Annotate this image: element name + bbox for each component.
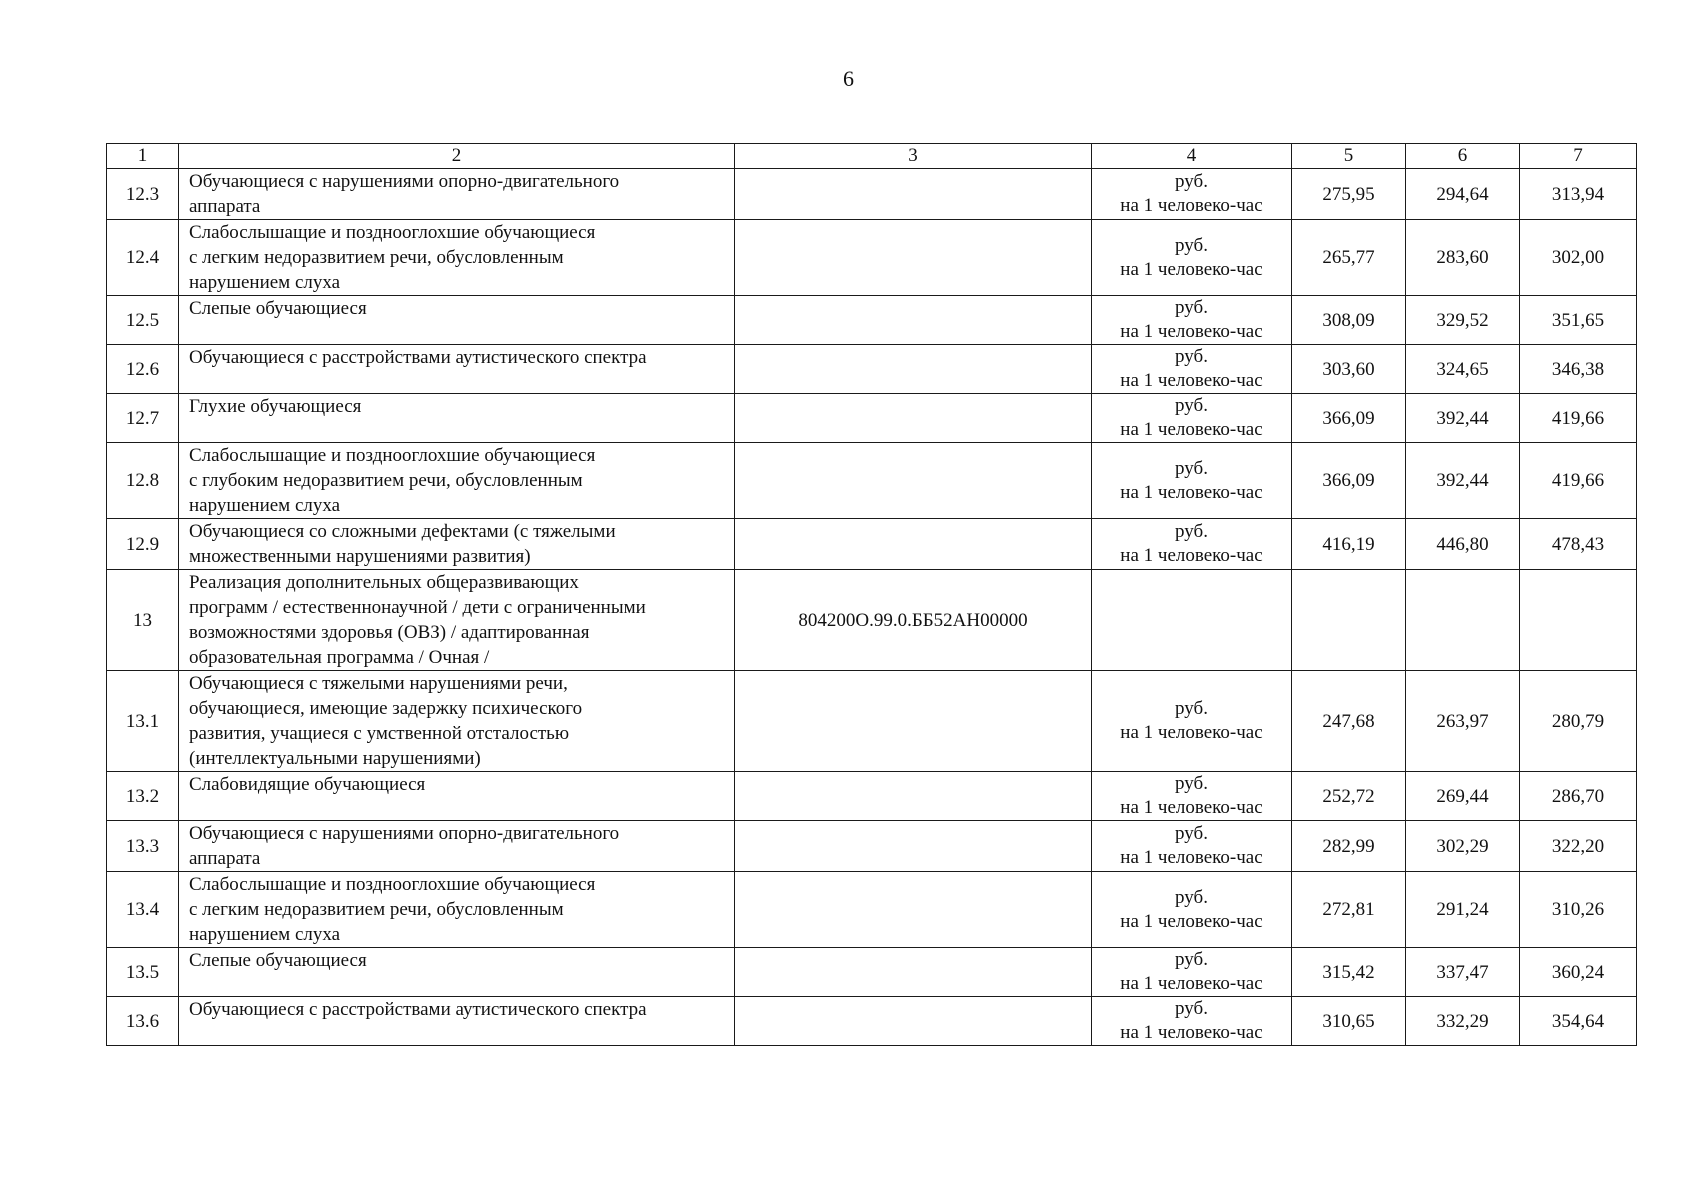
unit-line: на 1 человеко-час bbox=[1120, 722, 1263, 743]
row-unit bbox=[1092, 948, 1292, 997]
row-value-v5: 315,42 bbox=[1292, 948, 1406, 997]
row-description bbox=[179, 772, 735, 821]
table-row bbox=[107, 948, 1637, 997]
unit-line: на 1 человеко-час bbox=[1120, 847, 1263, 868]
description-line: (интеллектуальными нарушениями) bbox=[189, 748, 481, 769]
unit-line: на 1 человеко-час bbox=[1120, 419, 1263, 440]
row-description bbox=[179, 296, 735, 345]
description-line: Обучающиеся с расстройствами аутистического спектра bbox=[189, 999, 647, 1020]
unit-line: руб. bbox=[1175, 998, 1208, 1019]
row-value-v5: 366,09 bbox=[1292, 394, 1406, 443]
description-line: с легким недоразвитием речи, обусловленным bbox=[189, 899, 564, 920]
description-line: Слабовидящие обучающиеся bbox=[189, 774, 426, 795]
header-cell: 2 bbox=[179, 144, 735, 169]
description-line: нарушением слуха bbox=[189, 272, 341, 293]
unit-line: руб. bbox=[1175, 297, 1208, 318]
row-code bbox=[735, 772, 1092, 821]
description-line: Слабослышащие и позднооглохшие обучающиеся bbox=[189, 874, 596, 895]
row-value-v7: 346,38 bbox=[1520, 345, 1637, 394]
row-value-v7: 354,64 bbox=[1520, 997, 1637, 1046]
row-description bbox=[179, 671, 735, 772]
description-line: развития, учащиеся с умственной отсталостью bbox=[189, 723, 570, 744]
row-description bbox=[179, 872, 735, 948]
description-line: с легким недоразвитием речи, обусловленным bbox=[189, 247, 564, 268]
row-code bbox=[735, 821, 1092, 872]
description-line: аппарата bbox=[189, 848, 261, 869]
row-value-v6: 392,44 bbox=[1406, 394, 1520, 443]
row-value-v5: 416,19 bbox=[1292, 519, 1406, 570]
row-unit bbox=[1092, 570, 1292, 671]
row-number: 13.3 bbox=[107, 821, 179, 872]
row-number: 12.3 bbox=[107, 169, 179, 220]
unit-line: руб. bbox=[1175, 234, 1208, 256]
description-line: возможностями здоровья (ОВЗ) / адаптированная bbox=[189, 622, 590, 643]
description-line: обучающиеся, имеющие задержку психического bbox=[189, 698, 583, 719]
row-description bbox=[179, 443, 735, 519]
row-value-v7: 286,70 bbox=[1520, 772, 1637, 821]
table-row bbox=[107, 345, 1637, 394]
table-row bbox=[107, 671, 1637, 772]
row-unit bbox=[1092, 772, 1292, 821]
row-number: 12.8 bbox=[107, 443, 179, 519]
row-number: 12.5 bbox=[107, 296, 179, 345]
description-line: нарушением слуха bbox=[189, 495, 341, 516]
table-row bbox=[107, 296, 1637, 345]
row-number: 13.6 bbox=[107, 997, 179, 1046]
unit-line: на 1 человеко-час bbox=[1120, 481, 1263, 503]
header-cell: 7 bbox=[1520, 144, 1637, 169]
header-cell: 4 bbox=[1092, 144, 1292, 169]
page-number: 6 bbox=[843, 66, 854, 91]
row-value-v5: 303,60 bbox=[1292, 345, 1406, 394]
row-value-v7: 351,65 bbox=[1520, 296, 1637, 345]
row-value-v7: 280,79 bbox=[1520, 671, 1637, 772]
row-value-v5: 272,81 bbox=[1292, 872, 1406, 948]
description-line: Реализация дополнительных общеразвивающих bbox=[189, 572, 579, 593]
row-description bbox=[179, 570, 735, 671]
table-row bbox=[107, 519, 1637, 570]
row-code bbox=[735, 519, 1092, 570]
row-description bbox=[179, 821, 735, 872]
row-value-v7: 322,20 bbox=[1520, 821, 1637, 872]
row-value-v5: 308,09 bbox=[1292, 296, 1406, 345]
unit-line: руб. bbox=[1175, 823, 1208, 844]
row-value-v6: 446,80 bbox=[1406, 519, 1520, 570]
row-value-v5: 275,95 bbox=[1292, 169, 1406, 220]
unit-line: на 1 человеко-час bbox=[1120, 321, 1263, 342]
row-unit bbox=[1092, 220, 1292, 296]
row-code: 804200О.99.0.ББ52АН00000 bbox=[735, 570, 1092, 671]
row-value-v5: 265,77 bbox=[1292, 220, 1406, 296]
row-unit bbox=[1092, 872, 1292, 948]
unit-line: на 1 человеко-час bbox=[1120, 195, 1263, 216]
row-value-v7: 478,43 bbox=[1520, 519, 1637, 570]
row-value-v7: 302,00 bbox=[1520, 220, 1637, 296]
unit-line: руб. bbox=[1175, 171, 1208, 192]
row-value-v6: 329,52 bbox=[1406, 296, 1520, 345]
row-unit bbox=[1092, 821, 1292, 872]
tariff-table bbox=[106, 143, 1637, 1046]
unit-line: на 1 человеко-час bbox=[1120, 973, 1263, 994]
row-value-v6 bbox=[1406, 570, 1520, 671]
row-value-v5: 247,68 bbox=[1292, 671, 1406, 772]
header-cell: 6 bbox=[1406, 144, 1520, 169]
row-value-v5: 310,65 bbox=[1292, 997, 1406, 1046]
row-description bbox=[179, 948, 735, 997]
row-unit bbox=[1092, 345, 1292, 394]
row-unit bbox=[1092, 169, 1292, 220]
row-number: 13 bbox=[107, 570, 179, 671]
table-row bbox=[107, 220, 1637, 296]
row-value-v7: 419,66 bbox=[1520, 394, 1637, 443]
description-line: Обучающиеся с расстройствами аутистического спектра bbox=[189, 347, 647, 368]
description-line: программ / естественнонаучной / дети с ограниченными bbox=[189, 597, 646, 618]
row-number: 13.2 bbox=[107, 772, 179, 821]
row-code bbox=[735, 997, 1092, 1046]
row-value-v7: 360,24 bbox=[1520, 948, 1637, 997]
row-value-v7 bbox=[1520, 570, 1637, 671]
row-unit bbox=[1092, 443, 1292, 519]
row-value-v5: 282,99 bbox=[1292, 821, 1406, 872]
description-line: Слепые обучающиеся bbox=[189, 298, 367, 319]
unit-line: на 1 человеко-час bbox=[1120, 797, 1263, 818]
table-header-row bbox=[107, 144, 1637, 169]
description-line: множественными нарушениями развития) bbox=[189, 546, 531, 567]
row-code bbox=[735, 345, 1092, 394]
row-value-v6: 324,65 bbox=[1406, 345, 1520, 394]
row-value-v5: 252,72 bbox=[1292, 772, 1406, 821]
row-code bbox=[735, 872, 1092, 948]
row-unit bbox=[1092, 671, 1292, 772]
row-number: 12.7 bbox=[107, 394, 179, 443]
table-row bbox=[107, 570, 1637, 671]
row-value-v6: 337,47 bbox=[1406, 948, 1520, 997]
row-code bbox=[735, 296, 1092, 345]
unit-line: на 1 человеко-час bbox=[1120, 910, 1263, 932]
row-description bbox=[179, 220, 735, 296]
description-line: Обучающиеся с нарушениями опорно-двигательного bbox=[189, 171, 620, 192]
row-description bbox=[179, 519, 735, 570]
unit-line: руб. bbox=[1175, 395, 1208, 416]
row-value-v7: 310,26 bbox=[1520, 872, 1637, 948]
unit-line: руб. bbox=[1175, 949, 1208, 970]
row-code bbox=[735, 443, 1092, 519]
description-line: аппарата bbox=[189, 196, 261, 217]
table-row bbox=[107, 821, 1637, 872]
header-cell: 1 bbox=[107, 144, 179, 169]
row-value-v6: 291,24 bbox=[1406, 872, 1520, 948]
row-value-v5: 366,09 bbox=[1292, 443, 1406, 519]
row-number: 12.9 bbox=[107, 519, 179, 570]
row-description bbox=[179, 169, 735, 220]
row-unit bbox=[1092, 394, 1292, 443]
row-number: 13.5 bbox=[107, 948, 179, 997]
row-unit bbox=[1092, 997, 1292, 1046]
description-line: Обучающиеся с тяжелыми нарушениями речи, bbox=[189, 673, 568, 694]
unit-line: руб. bbox=[1175, 886, 1208, 908]
row-value-v6: 294,64 bbox=[1406, 169, 1520, 220]
row-code bbox=[735, 394, 1092, 443]
row-unit bbox=[1092, 296, 1292, 345]
unit-line: руб. bbox=[1175, 521, 1208, 542]
unit-line: на 1 человеко-час bbox=[1120, 370, 1263, 391]
description-line: образовательная программа / Очная / bbox=[189, 647, 490, 668]
row-number: 13.4 bbox=[107, 872, 179, 948]
unit-line: на 1 человеко-час bbox=[1120, 258, 1263, 280]
row-description bbox=[179, 997, 735, 1046]
unit-line: на 1 человеко-час bbox=[1120, 1022, 1263, 1043]
table-row bbox=[107, 772, 1637, 821]
description-line: нарушением слуха bbox=[189, 924, 341, 945]
row-code bbox=[735, 671, 1092, 772]
unit-line: руб. bbox=[1175, 773, 1208, 794]
description-line: с глубоким недоразвитием речи, обусловленным bbox=[189, 470, 583, 491]
header-cell: 3 bbox=[735, 144, 1092, 169]
row-value-v6: 332,29 bbox=[1406, 997, 1520, 1046]
row-description bbox=[179, 345, 735, 394]
row-value-v7: 313,94 bbox=[1520, 169, 1637, 220]
row-code bbox=[735, 169, 1092, 220]
row-code bbox=[735, 948, 1092, 997]
row-description bbox=[179, 394, 735, 443]
description-line: Глухие обучающиеся bbox=[189, 396, 362, 417]
table-row bbox=[107, 169, 1637, 220]
table-row bbox=[107, 872, 1637, 948]
unit-line: на 1 человеко-час bbox=[1120, 545, 1263, 566]
description-line: Обучающиеся со сложными дефектами (с тяжелыми bbox=[189, 521, 616, 542]
row-value-v5 bbox=[1292, 570, 1406, 671]
row-value-v7: 419,66 bbox=[1520, 443, 1637, 519]
table-row bbox=[107, 443, 1637, 519]
description-line: Обучающиеся с нарушениями опорно-двигательного bbox=[189, 823, 620, 844]
unit-line: руб. bbox=[1175, 457, 1208, 479]
row-unit bbox=[1092, 519, 1292, 570]
header-cell: 5 bbox=[1292, 144, 1406, 169]
row-code bbox=[735, 220, 1092, 296]
row-number: 12.4 bbox=[107, 220, 179, 296]
description-line: Слепые обучающиеся bbox=[189, 950, 367, 971]
row-number: 13.1 bbox=[107, 671, 179, 772]
table-row bbox=[107, 394, 1637, 443]
row-value-v6: 392,44 bbox=[1406, 443, 1520, 519]
table-row bbox=[107, 997, 1637, 1046]
row-number: 12.6 bbox=[107, 345, 179, 394]
description-line: Слабослышащие и позднооглохшие обучающиеся bbox=[189, 222, 596, 243]
row-value-v6: 302,29 bbox=[1406, 821, 1520, 872]
row-value-v6: 283,60 bbox=[1406, 220, 1520, 296]
row-value-v6: 263,97 bbox=[1406, 671, 1520, 772]
unit-line: руб. bbox=[1175, 346, 1208, 367]
row-value-v6: 269,44 bbox=[1406, 772, 1520, 821]
description-line: Слабослышащие и позднооглохшие обучающиеся bbox=[189, 445, 596, 466]
unit-line: руб. bbox=[1175, 698, 1208, 719]
